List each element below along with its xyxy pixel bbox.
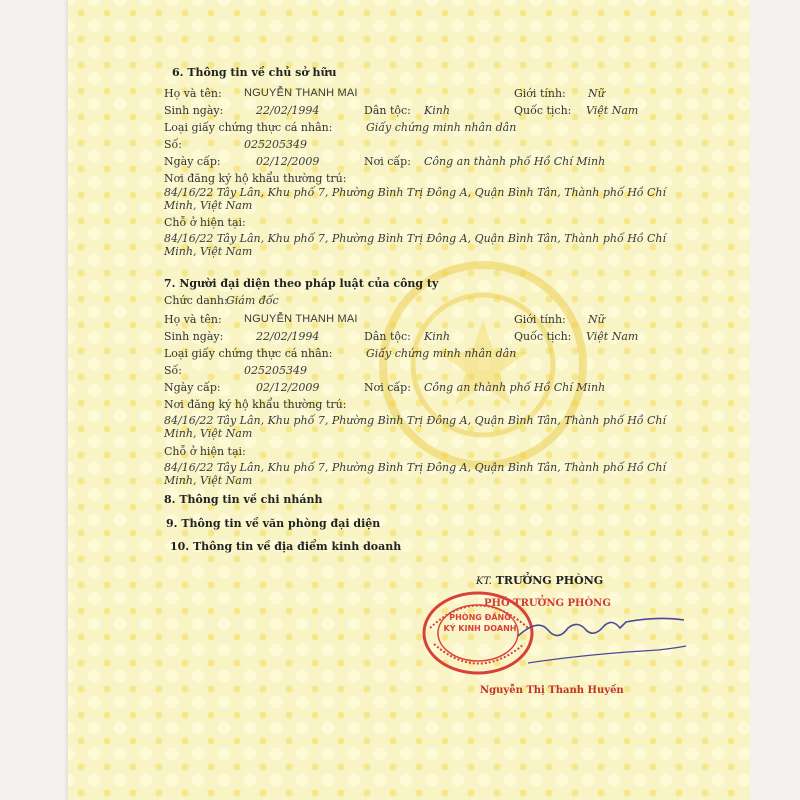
stamp-center-text: PHÒNG ĐĂNG KÝ KINH DOANH bbox=[443, 613, 517, 633]
rep-title-value: Giám đốc bbox=[226, 294, 279, 307]
rep-gender-label: Giới tính: bbox=[514, 313, 566, 326]
owner-perm-label: Nơi đăng ký hộ khẩu thường trú: bbox=[164, 172, 347, 185]
rep-name-value: NGUYỄN THANH MAI bbox=[244, 313, 358, 325]
section-7-heading: 7. Người đại diện theo pháp luật của công ty bbox=[164, 277, 439, 290]
section-10-heading: 10. Thông tin về địa điểm kinh doanh bbox=[170, 540, 402, 553]
rep-nationality-value: Việt Nam bbox=[586, 330, 639, 343]
rep-name-label: Họ và tên: bbox=[164, 313, 222, 326]
owner-ethnic-label: Dân tộc: bbox=[364, 104, 411, 117]
signature-title-text: TRƯỞNG PHÒNG bbox=[495, 574, 604, 587]
signature-title bbox=[476, 574, 603, 587]
owner-dob-value: 22/02/1994 bbox=[256, 104, 320, 117]
kt-prefix: KT. bbox=[476, 576, 492, 587]
owner-name-label: Họ và tên: bbox=[164, 87, 222, 100]
rep-curr-value: 84/16/22 Tây Lân, Khu phố 7, Phường Bình Trị Đông A, Quận Bình Tân, Thành phố Hồ Chí Minh, Việt Nam bbox=[164, 461, 667, 487]
document-page bbox=[68, 0, 750, 800]
signer-name: Nguyễn Thị Thanh Huyền bbox=[480, 685, 624, 696]
rep-ethnic-value: Kinh bbox=[424, 330, 450, 343]
owner-gender-value: Nữ bbox=[588, 87, 605, 100]
rep-ethnic-label: Dân tộc: bbox=[364, 330, 411, 343]
rep-title-label: Chức danh: bbox=[164, 294, 228, 307]
section-8-heading: 8. Thông tin về chi nhánh bbox=[164, 493, 323, 506]
deputy-title: PHÓ TRƯỞNG PHÒNG bbox=[484, 598, 611, 609]
rep-perm-value: 84/16/22 Tây Lân, Khu phố 7, Phường Bình Trị Đông A, Quận Bình Tân, Thành phố Hồ Chí Minh, Việt Nam bbox=[164, 414, 667, 440]
owner-curr-label: Chỗ ở hiện tại: bbox=[164, 216, 246, 229]
rep-perm-label: Nơi đăng ký hộ khẩu thường trú: bbox=[164, 398, 347, 411]
rep-issue-value: 02/12/2009 bbox=[256, 381, 320, 394]
rep-idtype-value: Giấy chứng minh nhân dân bbox=[366, 347, 517, 360]
owner-curr-value: 84/16/22 Tây Lân, Khu phố 7, Phường Bình Trị Đông A, Quận Bình Tân, Thành phố Hồ Chí Minh, Việt Nam bbox=[164, 232, 667, 258]
owner-place-value: Công an thành phố Hồ Chí Minh bbox=[424, 155, 606, 168]
rep-dob-label: Sinh ngày: bbox=[164, 330, 224, 343]
rep-idno-value: 025205349 bbox=[244, 364, 307, 377]
rep-issue-label: Ngày cấp: bbox=[164, 381, 221, 394]
section-9-heading: 9. Thông tin về văn phòng đại diện bbox=[166, 517, 381, 530]
owner-idno-value: 025205349 bbox=[244, 138, 307, 151]
rep-curr-label: Chỗ ở hiện tại: bbox=[164, 445, 246, 458]
owner-idtype-label: Loại giấy chứng thực cá nhân: bbox=[164, 121, 333, 134]
owner-dob-label: Sinh ngày: bbox=[164, 104, 224, 117]
handwritten-signature-icon bbox=[508, 608, 688, 668]
rep-nationality-label: Quốc tịch: bbox=[514, 330, 572, 343]
rep-place-value: Công an thành phố Hồ Chí Minh bbox=[424, 381, 606, 394]
rep-dob-value: 22/02/1994 bbox=[256, 330, 320, 343]
owner-idno-label: Số: bbox=[164, 138, 182, 151]
owner-gender-label: Giới tính: bbox=[514, 87, 566, 100]
owner-place-label: Nơi cấp: bbox=[364, 155, 411, 168]
owner-issue-label: Ngày cấp: bbox=[164, 155, 221, 168]
owner-issue-value: 02/12/2009 bbox=[256, 155, 320, 168]
rep-idtype-label: Loại giấy chứng thực cá nhân: bbox=[164, 347, 333, 360]
owner-name-value: NGUYỄN THANH MAI bbox=[244, 87, 358, 99]
owner-name-row bbox=[164, 87, 222, 100]
owner-perm-value: 84/16/22 Tây Lân, Khu phố 7, Phường Bình Trị Đông A, Quận Bình Tân, Thành phố Hồ Chí Minh, Việt Nam bbox=[164, 186, 667, 212]
owner-idtype-value: Giấy chứng minh nhân dân bbox=[366, 121, 517, 134]
rep-place-label: Nơi cấp: bbox=[364, 381, 411, 394]
owner-ethnic-value: Kinh bbox=[424, 104, 450, 117]
section-6-heading: 6. Thông tin về chủ sở hữu bbox=[172, 66, 337, 79]
rep-gender-value: Nữ bbox=[588, 313, 605, 326]
owner-nationality-value: Việt Nam bbox=[586, 104, 639, 117]
owner-nationality-label: Quốc tịch: bbox=[514, 104, 572, 117]
rep-idno-label: Số: bbox=[164, 364, 182, 377]
